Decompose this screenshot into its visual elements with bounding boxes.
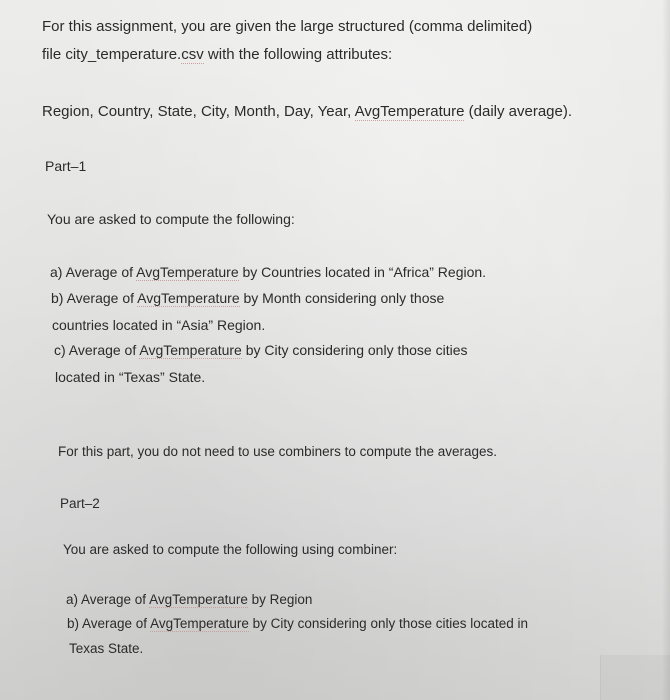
file-extension: csv [181, 46, 204, 63]
part2-item-a-pre: a) Average of [66, 592, 150, 607]
part1-item-b-pre: b) Average of [51, 290, 138, 306]
part1-item-a-avgtemperature: AvgTemperature [136, 264, 239, 280]
part1-item-c [54, 343, 468, 357]
part1-item-c-pre: c) Average of [54, 342, 140, 358]
part2-item-b-continuation: Texas State. [69, 641, 144, 656]
part2-item-b-avgtemperature: AvgTemperature [150, 616, 249, 631]
part1-item-b [51, 291, 444, 305]
part2-item-a [66, 593, 312, 607]
part1-item-c-continuation: located in “Texas” State. [55, 369, 206, 385]
screen-corner-shade [600, 655, 670, 700]
part2-item-b-pre: b) Average of [67, 616, 151, 631]
intro-line-2 [42, 47, 392, 62]
part1-item-a-post: by Countries located in “Africa” Region. [238, 264, 487, 280]
part2-item-a-avgtemperature: AvgTemperature [149, 592, 248, 607]
part2-item-b-post: by City considering only those cities located in [248, 616, 529, 631]
part1-heading: Part–1 [45, 158, 87, 174]
part1-item-b-continuation: countries located in “Asia” Region. [52, 317, 266, 333]
part2-item-a-post: by Region [247, 592, 313, 607]
part1-item-a-pre: a) Average of [50, 264, 137, 280]
intro-line-1: For this assignment, you are given the large structured (comma delimited) [42, 18, 533, 35]
part2-item-b [67, 617, 528, 631]
part2-heading: Part–2 [60, 496, 100, 511]
part1-instruction: You are asked to compute the following: [47, 211, 295, 227]
intro-line-2-post: with the following attributes: [203, 46, 393, 63]
part1-item-b-avgtemperature: AvgTemperature [137, 290, 240, 306]
attributes-post: (daily average). [464, 103, 573, 120]
part2-instruction: You are asked to compute the following using combiner: [63, 542, 398, 557]
part1-item-c-post: by City considering only those cities [241, 342, 468, 358]
intro-line-2-pre: file city_temperature. [42, 46, 182, 63]
attributes-pre: Region, Country, State, City, Month, Day, Year, [42, 103, 355, 120]
part1-note: For this part, you do not need to use combiners to compute the averages. [58, 444, 498, 459]
part1-item-b-post: by Month considering only those [239, 290, 445, 306]
part1-item-c-avgtemperature: AvgTemperature [139, 342, 242, 358]
part1-item-a [50, 265, 486, 279]
screen-edge-shadow [662, 0, 670, 700]
attributes-line [42, 104, 572, 119]
attributes-avgtemperature: AvgTemperature [354, 103, 465, 120]
